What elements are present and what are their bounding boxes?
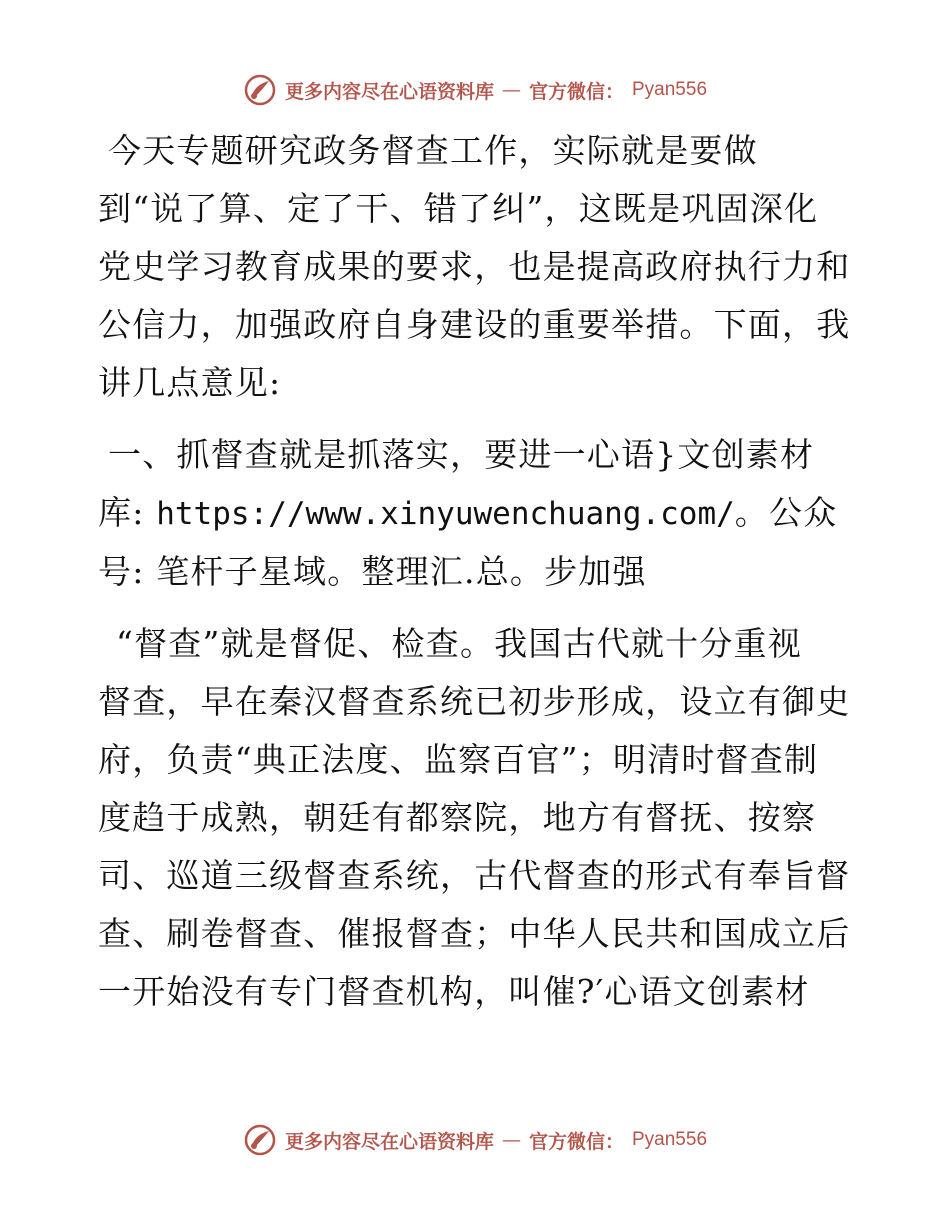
text-line: 公信力，加强政府自身建设的重要举措。下面，我 [98, 305, 851, 344]
paragraph-section-one [98, 426, 858, 601]
paragraph-intro [98, 122, 858, 412]
watermark-label: 官方微信： [528, 1130, 624, 1153]
watermark-wechat-id: Pyan556 [632, 79, 708, 100]
text-line: “督查”就是督促、检查。我国古代就十分重视 [116, 624, 802, 663]
text-line [98, 484, 858, 543]
text-line: 督查，早在秦汉督查系统已初步形成，设立有御史 [98, 682, 851, 721]
text-line: 到“说了算、定了干、错了纠”，这既是巩固深化 [98, 189, 819, 228]
paragraph-history [98, 615, 858, 1021]
watermark-wechat-id: Pyan556 [632, 1129, 708, 1150]
section-heading-line: 一、抓督查就是抓落实，要进一心语}文创素材 [108, 435, 815, 474]
text-line: 党史学习教育成果的要求，也是提高政府执行力和 [98, 247, 851, 286]
brush-logo-icon [243, 73, 277, 107]
text-line: 府，负责“典正法度、监察百官”；明清时督查制 [98, 740, 819, 779]
text-line: 度趋于成熟，朝廷有都察院，地方有督抚、按察 [98, 798, 817, 837]
text-line: 号: 笔杆子星域。整理汇.总。步加强 [98, 552, 647, 591]
url-suffix: 。公众 [734, 493, 838, 532]
text-line: 司、巡道三级督查系统，古代督查的形式有奉旨督 [98, 856, 851, 895]
document-body [98, 122, 858, 1021]
watermark-text: 更多内容尽在心语资料库 [284, 1130, 494, 1153]
watermark-label: 官方微信： [528, 80, 624, 103]
footer-watermark [0, 1120, 950, 1160]
text-line: 查、刷卷督查、催报督查；中华人民共和国成立后 [98, 914, 851, 953]
brush-logo-icon [243, 1123, 277, 1157]
text-line: 一开始没有专门督查机构，叫催?′心语文创素材 [98, 972, 810, 1011]
url-prefix: 库: [98, 493, 157, 532]
header-watermark [0, 70, 950, 110]
watermark-separator: — [501, 79, 521, 101]
text-line: 讲几点意见: [98, 363, 282, 402]
watermark-separator: — [501, 1129, 521, 1151]
watermark-text: 更多内容尽在心语资料库 [284, 80, 494, 103]
text-line: 今天专题研究政务督查工作，实际就是要做 [108, 131, 758, 170]
website-url: https://www.xinyuwenchuang.com/ [156, 496, 735, 532]
